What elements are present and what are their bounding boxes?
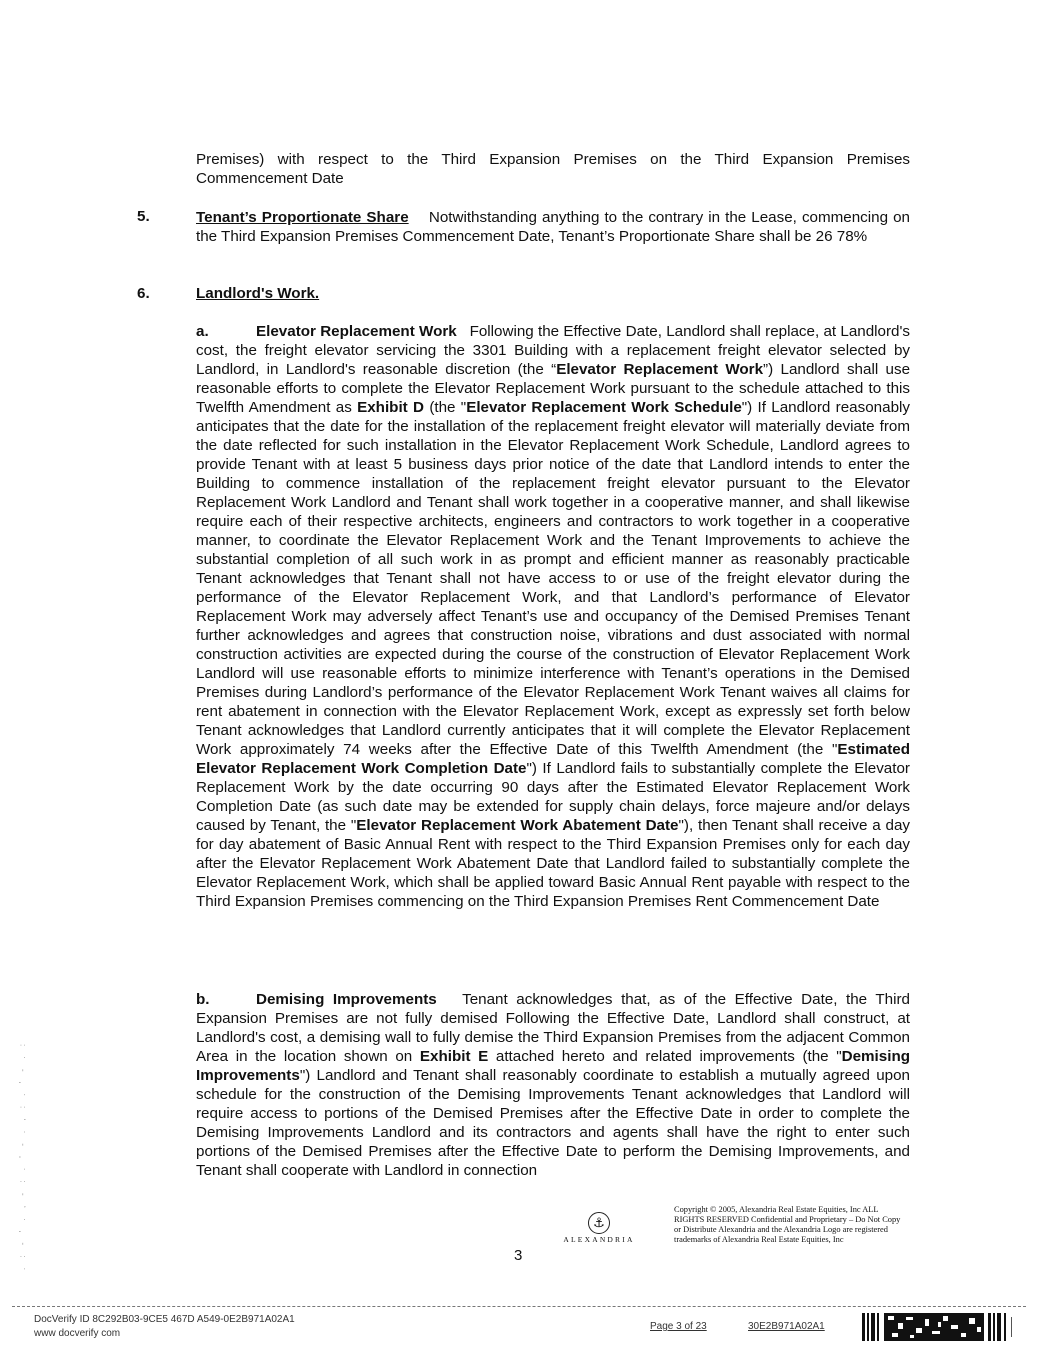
docverify-website: www docverify com [34, 1328, 121, 1339]
document-short-id: 30E2B971A02A1 [748, 1321, 825, 1332]
para-b-exhibit-e: Exhibit E [419, 1048, 489, 1065]
section-5-paragraph [196, 208, 910, 246]
alexandria-logo [556, 1212, 642, 1244]
para-a-defined-term-2: Elevator Replacement Work Schedule [466, 399, 742, 416]
para-a-defined-term-3: Estimated Elevator Replacement Work Completion Date [196, 741, 910, 777]
footer-divider [12, 1306, 1026, 1307]
docverify-id: DocVerify ID 8C292B03-9CE5 467D A549-0E2B971A02A1 [34, 1314, 295, 1325]
para-a-title: Elevator Replacement Work [256, 323, 457, 340]
para-a-text-5: ") If Landlord fails to substantially complete the Elevator Replacement Work by the date occurring 90 days after the Estimated Elevator Replacement Work Completion Date (as such date may be extended for supply chain delays, force majeure and/or delays caused by Tenant, the " [196, 760, 910, 834]
para-b-defined-term: Demising Improvements [196, 1048, 910, 1084]
para-b-text-1: Tenant acknowledges that, as of the Effective Date, the Third Expansion Premises are not fully demised Following the Effective Date, Landlord shall construct, at Landlord's cost, a demising wall to fully demise the Third Expansion Premises from the adjacent Common Area in the location shown on [196, 991, 911, 1065]
copyright-notice: Copyright © 2005, Alexandria Real Estate Equities, Inc ALL RIGHTS RESERVED Confidential and Proprietary – Do Not Copy or Distribute Alexandria and the Alexandria Logo are registered trademarks of Alexandria Real Estate Equities, Inc [674, 1205, 901, 1244]
section-5-number: 5. [137, 208, 150, 225]
para-a-text-3: (the " [424, 399, 467, 416]
para-b-label: b. [196, 991, 210, 1008]
section-6-heading: Landlord's Work. [196, 285, 320, 302]
para-a-defined-term-4: Elevator Replacement Work Abatement Date [356, 817, 679, 834]
para-a-defined-term-1: Elevator Replacement Work [556, 361, 764, 378]
elevator-replacement-paragraph [196, 322, 910, 911]
section-5-heading: Tenant’s Proportionate Share [196, 209, 409, 226]
para-a-text-2: ”) Landlord shall use reasonable efforts to complete the Elevator Replacement Work pursuant to the schedule attached to this Twelfth Amendment as [196, 361, 911, 416]
para-a-exhibit-d: Exhibit D [357, 399, 425, 416]
scan-side-marks: . : - ' . , - : . ' - . , : . ' - . : [18, 1040, 27, 1270]
para-b-text-2: attached hereto and related improvements (the " [488, 1048, 842, 1065]
para-a-text-6: "), then Tenant shall receive a day for day abatement of Basic Annual Rent with respect to the Third Expansion Premises only for each day after the Elevator Replacement Work Abatement Date that Landlord failed to substantially complete the Elevator Replacement Work, which shall be applied toward Basic Annual Rent payable with respect to the Third Expansion Premises commencing on the Third Expansion Premises Rent Commencement Date [196, 817, 910, 910]
alexandria-wordmark: ALEXANDRIA [563, 1235, 635, 1244]
section-6-number: 6. [137, 285, 150, 302]
para-b-title: Demising Improvements [256, 991, 437, 1008]
alexandria-logo-icon: ⚓ [588, 1212, 610, 1234]
demising-improvements-paragraph [196, 990, 910, 1180]
continuation-paragraph: Premises) with respect to the Third Expansion Premises on the Third Expansion Premises Commencement Date [196, 151, 910, 187]
page-of-count: Page 3 of 23 [650, 1321, 707, 1332]
page-number: 3 [514, 1247, 523, 1264]
para-a-label: a. [196, 323, 209, 340]
section-5-text: Notwithstanding anything to the contrary in the Lease, commencing on the Third Expansion Premises Commencement Date, Tenant’s Proportionate Share shall be 26 78% [196, 209, 910, 245]
para-b-text-3: ") Landlord and Tenant shall reasonably coordinate to establish a mutually agreed upon schedule for the construction of the Demising Improvements Tenant acknowledges that Landlord will require access to portions of the Demised Premises after the Effective Date in order to complete the Demising Improvements Landlord and its contractors and agents shall have the right to enter such portions of the Demised Premises after the Effective Date to perform the Demising Improvements, and Tenant shall cooperate with Landlord in connection [196, 1067, 910, 1179]
para-a-text-4: ") If Landlord reasonably anticipates that the date for the installation of the replacement freight elevator will materially deviate from the date reflected for such installation in the Elevator Replacement Work Schedule, Landlord agrees to provide Tenant with at least 5 business days prior notice of the date that Landlord intends to enter the Building to commence installation of the replacement freight elevator pursuant to the Elevator Replacement Work Landlord and Tenant shall work together in a cooperative manner, and shall likewise require each of their respective architects, engineers and contractors to work together in a cooperative manner, to coordinate the Elevator Replacement Work and the Tenant Improvements to achieve the substantial completion of all such work in as prompt and efficient manner as reasonably practicable Tenant acknowledges that Tenant shall not have access to or use of the freight elevator during the performance of the Elevator Replacement Work, and that Landlord’s performance of Elevator Replacement Work may adversely affect Tenant’s use and occupancy of the Demised Premises Tenant further acknowledges and agrees that construction noise, vibrations and dust associated with normal construction activities are expected during the course of the construction of Elevator Replacement Work Landlord will use reasonable efforts to minimize interference with Tenant’s operations in the Demised Premises during Landlord’s performance of the Elevator Replacement Work Tenant waives all claims for rent abatement in connection with the Elevator Replacement Work, except as expressly set forth below Tenant acknowledges that Landlord currently anticipates that it will complete the Elevator Replacement Work approximately 74 weeks after the Effective Date of this Twelfth Amendment (the " [196, 399, 910, 758]
para-a-text-1: Following the Effective Date, Landlord shall replace, at Landlord's cost, the freight elevator servicing the 3301 Building with a replacement freight elevator selected by Landlord, in Landlord's reasonable discretion (the “ [196, 323, 910, 378]
barcode-image [862, 1313, 1014, 1341]
